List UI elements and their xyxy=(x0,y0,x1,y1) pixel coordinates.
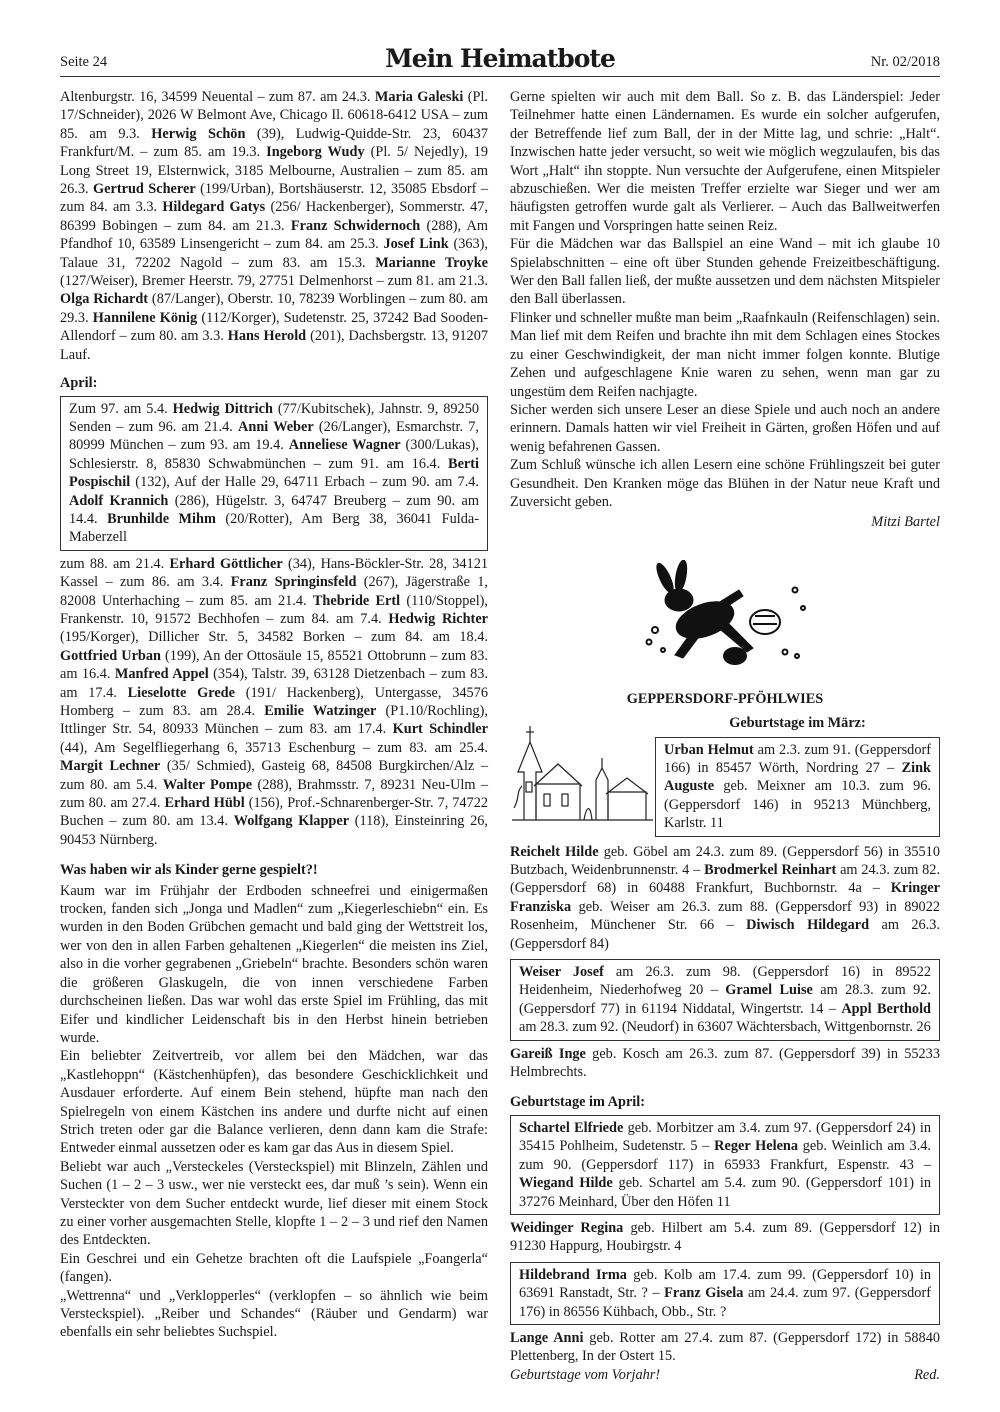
person-name: Gareiß Inge xyxy=(510,1045,586,1062)
person-name: Franz Gisela xyxy=(664,1285,744,1302)
person-name: Brodmerkel Reinhart xyxy=(704,862,837,878)
article-paragraph: Flinker und schneller mußte man beim „Raafnkauln (Reifenschlagen) sein. Man lief mit dem Reifen und brachte ihn mit dem Schlagen eines Stockes zu einer Geschwindigkeit, der man nicht immer folgen konnte. Blutige Zehen und aufgeschlagene Knie waren zu sehen, wenn man gar zu ungestüm dem Reifen nachjagte. xyxy=(510,309,940,400)
april-heading-right: Geburtstage im April: xyxy=(510,1094,646,1111)
april-highlight-text-1: Schartel Elfriede geb. Morbitzer am 3.4. zum 97. (Geppersdorf 24) in 35415 Pohlheim, Sudetenstr. 5 – Reger Helena geb. Weinlich am 3.4. zum 90. (Geppersdorf 117) in 65933 Frankfurt, Espenstr. 43 – Wiegand Hilde geb. Schartel am 5.4. zum 90. (Geppersdorf 101) in 37276 Meinhard, Über den Höfen 11 xyxy=(519,1119,932,1210)
april-highlight-box xyxy=(60,396,488,551)
person-name: Lange Anni xyxy=(510,1329,584,1346)
april-highlight-box-1 xyxy=(510,1115,940,1215)
section-title: GEPPERSDORF-PFÖHLWIES xyxy=(626,690,824,707)
article-body-right xyxy=(510,88,940,511)
person-name: Hedwig Dittrich xyxy=(172,400,273,417)
article-title: Was haben wir als Kinder gerne gespielt?! xyxy=(60,862,318,879)
article-paragraph: Beliebt war auch „Versteckeles (Versteckspiel) mit Blinzeln, Zählen und Suchen (1 – 2 – 3 usw., wer nie versteckt ees, dar muß ’s sein). Wenn ein Versteckter von dem Sucher entdeckt wurde, lief dieser mit einem Stock zu einer vorher ausgemachten Stelle, klopfte 1 – 2 – 3 und rief den Namen des Entdeckten. xyxy=(60,1158,488,1249)
village-church-illustration xyxy=(510,712,655,822)
person-name: Hans Herold xyxy=(227,328,307,345)
person-name: Urban Helmut xyxy=(664,741,754,758)
person-name: Weidinger Regina xyxy=(510,1219,624,1236)
person-name: Anni Weber xyxy=(238,418,314,435)
page-header xyxy=(60,44,940,74)
article-paragraph: „Wettrenna“ und „Verklopperles“ (verklopfen – so ähnlich wie beim Versteckspiel). „Reiber und Schandes“ (Räuber und Gendarm) war ebenfalls ein sehr beliebtes Suchspiel. xyxy=(60,1287,488,1341)
person-name: Hannilene König xyxy=(92,309,198,326)
person-name: Wiegand Hilde xyxy=(519,1175,613,1192)
person-name: Marianne Troyke xyxy=(375,254,488,271)
person-name: Gottfried Urban xyxy=(60,647,161,664)
person-name: Hildegard Gatys xyxy=(162,199,266,216)
person-name: Margit Lechner xyxy=(60,758,161,775)
person-name: Wolfgang Klapper xyxy=(233,813,350,830)
left-column xyxy=(60,88,488,1342)
april-heading: April: xyxy=(60,375,98,392)
person-name: Franz Springinsfeld xyxy=(230,574,357,591)
april-birthdays-1: Weidinger Regina geb. Hilbert am 5.4. zum 89. (Geppersdorf 12) in 91230 Happurg, Houbirgstr. 4 xyxy=(510,1219,940,1255)
march-highlight-box-1 xyxy=(655,737,940,837)
article-paragraph: Ein Geschrei und ein Gehetze brachten oft die Laufspiele „Foangerla“ (fangen). xyxy=(60,1250,488,1286)
person-name: Reger Helena xyxy=(714,1138,799,1155)
person-name: Walter Pompe xyxy=(162,776,253,793)
person-name: Olga Richardt xyxy=(60,291,149,308)
april-highlight-box-2 xyxy=(510,1262,940,1325)
person-name: Ingeborg Wudy xyxy=(266,144,365,161)
person-name: Thebride Ertl xyxy=(312,592,401,609)
march-birthdays-2: Gareiß Inge geb. Kosch am 26.3. zum 87. (Geppersdorf 39) in 55233 Helmbrechts. xyxy=(510,1045,940,1081)
person-name: Weiser Josef xyxy=(519,964,604,981)
person-name: Josef Link xyxy=(383,236,449,253)
person-name: Gertrud Scherer xyxy=(93,181,196,198)
person-name: Manfred Appel xyxy=(114,666,209,683)
newspaper-logo: Mein Heimatbote xyxy=(385,44,615,73)
person-name: Zink Auguste xyxy=(664,759,931,795)
article-paragraph: Gerne spielten wir auch mit dem Ball. So z. B. das Länderspiel: Jeder Teilnehmer hatte einen Ländernamen. Es wurde ein solcher aufgerufen, der Betreffende lief zum Ball, der in der Mitte lag, und schrie: „Halt“. Inzwischen hatte jeder versucht, so weit wie möglich wegzulaufen, bis das Wort „Halt“ ihn stoppte. Nun versuchte der Aufgerufene, einen Mitspieler abzuschießen. Wer die meisten Treffer erzielte war Sieger und wer am häufigsten getroffen wurde galt als Verlierer. – Auch das Ballweitwerfen mit Fangen und Vorspringen hatte seinen Reiz. xyxy=(510,89,940,234)
person-name: Hildebrand Irma xyxy=(519,1266,627,1283)
person-name: Diwisch Hildegard xyxy=(746,917,870,934)
person-name: Erhard Hübl xyxy=(164,795,245,812)
article-paragraph: Ein beliebter Zeitvertreib, vor allem bei den Mädchen, war das „Kastlehoppn“ (Kästchenhüpfen), das besondere Geschicklichkeit und Ausdauer erforderte. Auf einem Bein stehend, hüpfte man nach den Spielregeln von einem Kästchen ins andere und durfte nicht auf einen Strich treten oder gar die Balance verlieren, denn dann kam die Strafe: Entweder einmal aussetzen oder es kam gar das Aus in diesem Spiel. xyxy=(60,1048,488,1157)
person-name: Gramel Luise xyxy=(725,982,813,999)
person-name: Herwig Schön xyxy=(151,125,246,142)
author-signature: Mitzi Bartel xyxy=(871,514,940,531)
article-paragraph: Zum Schluß wünsche ich allen Lesern eine schöne Frühlingszeit bei guter Gesundheit. Den Kranken möge das Blühen in der Natur neue Kraft und Zuversicht geben. xyxy=(510,457,940,510)
article-paragraph: Für die Mädchen war das Ballspiel an eine Wand – mit ich glaube 10 Spielabschnitten – eine oft über Stunden gehende Freizeitbeschäftigung. Wer den Ball fallen ließ, der mußte aussetzen und dem nächsten Mitspieler den Ball überlassen. xyxy=(510,236,940,308)
person-name: Reichelt Hilde xyxy=(510,843,599,860)
april-highlight-text-2: Hildebrand Irma geb. Kolb am 17.4. zum 99. (Geppersdorf 10) in 63691 Ranstadt, Str. ? – Franz Gisela am 24.4. zum 97. (Geppersdorf 176) in 86556 Kühbach, Obb., Str. ? xyxy=(519,1266,931,1320)
article-body-left xyxy=(60,882,488,1342)
march-highlight-text-2: Weiser Josef am 26.3. zum 98. (Geppersdorf 16) in 89522 Heidenheim, Niederhofweg 20 – Gramel Luise am 28.3. zum 92. (Geppersdorf 77) in 61194 Niddatal, Wingertstr. 14 – Appl Berthold am 28.3. zum 92. (Neudorf) in 63607 Wächtersbach, Wittgenbornstr. 26 xyxy=(519,964,931,1036)
person-name: Anneliese Wagner xyxy=(288,437,401,454)
person-name: Brunhilde Mihm xyxy=(107,510,216,527)
article-paragraph: Kaum war im Frühjahr der Erdboden schneefrei und einigermaßen trocken, fanden sich „Jonga und Madlen“ zum „Kiegerleschiebn“ ein. Es wurden in den Boden Grübchen gemacht und bald ging der Wettstreit los, wer von den in allen Farben gehaltenen „Kiegerlen“ die meisten ins Ziel, also in die vorher gegrabenen „Griebeln“ brachte. Besonders schön waren die größeren Glaskugeln, die von innen verschiedene Farben durchscheinen ließen. Das war wohl das erste Spiel im Frühling, das mit Eifer und kindlicher Leidenschaft bis in den Herbst hinein betrieben wurde. xyxy=(60,882,488,1046)
easter-bunny-illustration xyxy=(635,560,815,670)
footer-note-right: Red. xyxy=(914,1366,940,1383)
march-highlight-box-2 xyxy=(510,959,940,1041)
march-birthdays-1: Reichelt Hilde geb. Göbel am 24.3. zum 89. (Geppersdorf 56) in 35510 Butzbach, Weidenbrunnenstr. 4 – Brodmerkel Reinhart am 24.3. zum 82. (Geppersdorf 68) in 60488 Frankfurt, Buchbornstr. 4a – Kringer Franziska geb. Weiser am 26.3. zum 88. (Geppersdorf 93) in 89022 Rosenheim, Münchener Str. 66 – Diwisch Hildegard am 26.3. (Geppersdorf 84) xyxy=(510,843,941,952)
march-birthdays-continued: Altenburgstr. 16, 34599 Neuental – zum 87. am 24.3. Maria Galeski (Pl. 17/Schneider), 2026 W Belmont Ave, Chicago Il. 60618-6412 USA – zum 85. am 9.3. Herwig Schön (39), Ludwig-Quidde-Str. 23, 60437 Frankfurt/M. – zum 85. am 19.3. Ingeborg Wudy (Pl. 5/ Nejedly), 19 Long Street 19, Elsternwick, 3185 Melbourne, Australien – zum 85. am 26.3. Gertrud Scherer (199/Urban), Bortshäuserstr. 12, 35085 Ebsdorf – zum 84. am 3.3. Hildegard Gatys (256/ Hackenberger), Sommerstr. 47, 86399 Bobingen – zum 84. am 21.3. Franz Schwidernoch (288), Am Pfandhof 10, 63589 Linsengericht – zum 84. am 25.3. Josef Link (363), Talaue 31, 72202 Nagold – zum 83. am 15.3. Marianne Troyke (127/Weiser), Bremer Heerstr. 79, 27751 Delmenhorst – zum 81. am 21.3. Olga Richardt (87/Langer), Oberstr. 10, 78239 Worblingen – zum 80. am 29.3. Hannilene König (112/Korger), Sudetenstr. 25, 37242 Bad Sooden-Allendorf – zum 80. am 3.3. Hans Herold (201), Dachsbergstr. 13, 91207 Lauf. xyxy=(60,89,489,363)
page-number: Seite 24 xyxy=(60,54,108,70)
person-name: Berti Pospischil xyxy=(69,455,479,491)
march-top-row xyxy=(510,712,940,836)
person-name: Franz Schwidernoch xyxy=(290,217,421,234)
person-name: Kringer Franziska xyxy=(510,880,940,915)
person-name: Kurt Schindler xyxy=(392,721,488,738)
person-name: Maria Galeski xyxy=(374,89,464,105)
footer-note xyxy=(510,1366,940,1384)
person-name: Hedwig Richter xyxy=(388,610,489,627)
person-name: Schartel Elfriede xyxy=(519,1119,624,1136)
person-name: Lieselotte Grede xyxy=(127,684,235,701)
person-name: Erhard Göttlicher xyxy=(169,555,283,572)
person-name: Emilie Watzinger xyxy=(264,703,377,719)
footer-note-left: Geburtstage vom Vorjahr! xyxy=(510,1366,661,1383)
april-birthdays: zum 88. am 21.4. Erhard Göttlicher (34), Hans-Böckler-Str. 28, 34121 Kassel – zum 86. am 3.4. Franz Springinsfeld (267), Jägerstraße 1, 82008 Unterhaching – zum 85. am 21.4. Thebride Ertl (110/Stoppel), Frankenstr. 10, 91572 Bechhofen – zum 84. am 7.4. Hedwig Richter (195/Korger), Dillicher Str. 5, 34582 Borken – zum 84. am 18.4. Gottfried Urban (199), An der Ottosäule 15, 85521 Ottobrunn – zum 83. am 16.4. Manfred Appel (354), Talstr. 39, 63128 Dietzenbach – zum 83. am 17.4. Lieselotte Grede (191/ Hackenberg), Untergasse, 34576 Homberg – zum 83. am 28.4. Emilie Watzinger (P1.10/Rochling), Ittlinger Str. 54, 80933 München – zum 83. am 17.4. Kurt Schindler (44), Am Segelfliegerhang 6, 35713 Eschenburg – zum 83. am 25.4. Margit Lechner (35/ Schmied), Gasteig 68, 84508 Burgkirchen/Alz – zum 80. am 5.4. Walter Pompe (288), Brahmsstr. 7, 89231 Neu-Ulm – zum 80. am 27.4. Erhard Hübl (156), Prof.-Schnarenberger-Str. 7, 74722 Buchen – zum 80. am 13.4. Wolfgang Klapper (118), Einsteinring 26, 90453 Nürnberg. xyxy=(60,555,489,848)
article-paragraph: Sicher werden sich unsere Leser an diese Spiele und auch noch an andere erinnern. Damals hatten wir viel Freiheit in Gärten, großen Höfen und auf wenig befahrenen Gassen. xyxy=(510,401,940,455)
april-highlight-text: Zum 97. am 5.4. Hedwig Dittrich (77/Kubitschek), Jahnstr. 9, 89250 Senden – zum 96. am 21.4. Anni Weber (26/Langer), Esmarchstr. 7, 80999 München – zum 93. am 19.4. Anneliese Wagner (300/Lukas), Schlesierstr. 8, 85830 Schwabmünchen – zum 91. am 16.4. Berti Pospischil (132), Auf der Halle 29, 64711 Erbach – zum 90. am 7.4. Adolf Krannich (286), Hügelstr. 3, 64747 Breuberg – zum 90. am 14.4. Brunhilde Mihm (20/Rotter), Am Berg 38, 36041 Fulda-Maberzell xyxy=(69,400,479,546)
person-name: Appl Berthold xyxy=(841,1000,931,1017)
right-column xyxy=(510,88,940,1384)
march-highlight-text-1: Urban Helmut am 2.3. zum 91. (Geppersdorf 166) in 85457 Wörth, Nordring 27 – Zink Auguste geb. Meixner am 10.3. zum 96. (Geppersdorf 146) in 95213 Münchberg, Karlstr. 11 xyxy=(664,741,931,832)
march-heading: Geburtstage im März: xyxy=(729,715,866,732)
header-rule xyxy=(60,76,940,77)
april-birthdays-2: Lange Anni geb. Rotter am 27.4. zum 87. (Geppersdorf 172) in 58840 Plettenberg, In der Ostert 15. xyxy=(510,1329,940,1365)
issue-number: Nr. 02/2018 xyxy=(870,54,940,70)
person-name: Adolf Krannich xyxy=(69,492,169,509)
